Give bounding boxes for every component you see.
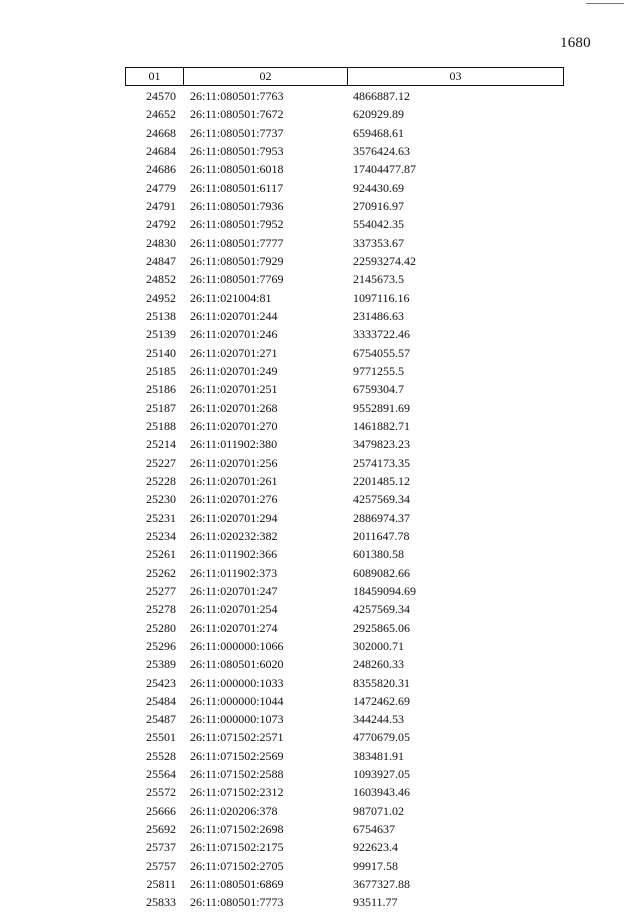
table-row	[0, 765, 640, 783]
table-row	[0, 747, 640, 765]
cadastral-number-cell: 26:11:011902:380	[190, 437, 278, 452]
row-number-cell: 25231	[146, 510, 176, 525]
row-number-cell: 24830	[146, 235, 176, 250]
value-cell: 987071.02	[353, 803, 404, 818]
cadastral-number-cell: 26:11:071502:2705	[190, 858, 284, 873]
cadastral-number-cell: 26:11:011902:373	[190, 565, 278, 580]
value-cell: 1603943.46	[353, 785, 410, 800]
row-number-cell: 25230	[146, 492, 176, 507]
row-number-cell: 24570	[146, 89, 176, 103]
table-row	[0, 234, 640, 252]
row-number-cell: 25227	[146, 455, 176, 470]
row-number-cell: 24847	[146, 253, 176, 268]
table-row	[0, 252, 640, 270]
cadastral-number-cell: 26:11:080501:7763	[190, 89, 284, 103]
cadastral-number-cell: 26:11:020701:251	[190, 382, 278, 397]
row-number-cell: 25757	[146, 858, 176, 873]
row-number-cell: 25228	[146, 473, 176, 488]
row-number-cell: 24791	[146, 198, 176, 213]
cadastral-number-cell: 26:11:071502:2312	[190, 785, 284, 800]
row-number-cell: 24779	[146, 180, 176, 195]
cadastral-number-cell: 26:11:020701:271	[190, 345, 278, 360]
table-row	[0, 270, 640, 288]
value-cell: 924430.69	[353, 180, 404, 195]
value-cell: 3333722.46	[353, 327, 410, 342]
cadastral-number-cell: 26:11:080501:7773	[190, 895, 284, 910]
row-number-cell: 25833	[146, 895, 176, 910]
row-number-cell: 25389	[146, 657, 176, 672]
cadastral-number-cell: 26:11:080501:6869	[190, 877, 284, 892]
table-row	[0, 344, 640, 362]
row-number-cell: 25737	[146, 840, 176, 855]
top-edge-rule	[586, 3, 624, 4]
cadastral-number-cell: 26:11:020701:268	[190, 400, 278, 415]
cadastral-number-cell: 26:11:080501:7953	[190, 143, 284, 158]
row-number-cell: 24686	[146, 162, 176, 177]
table-row	[0, 105, 640, 123]
cadastral-number-cell: 26:11:011902:366	[190, 547, 278, 562]
cadastral-number-cell: 26:11:020701:294	[190, 510, 278, 525]
cadastral-number-cell: 26:11:020701:244	[190, 308, 278, 323]
value-cell: 1472462.69	[353, 693, 410, 708]
cadastral-number-cell: 26:11:020701:276	[190, 492, 278, 507]
row-number-cell: 25528	[146, 748, 176, 763]
table-row	[0, 802, 640, 820]
table-row	[0, 564, 640, 582]
value-cell: 4257569.34	[353, 492, 410, 507]
table-row	[0, 820, 640, 838]
value-cell: 554042.35	[353, 217, 404, 232]
value-cell: 17404477.87	[353, 162, 416, 177]
row-number-cell: 24668	[146, 125, 176, 140]
row-number-cell: 25501	[146, 730, 176, 745]
row-number-cell: 25811	[146, 877, 176, 892]
table-row	[0, 600, 640, 618]
cadastral-number-cell: 26:11:020232:382	[190, 528, 278, 543]
value-cell: 9771255.5	[353, 363, 404, 378]
row-number-cell: 24852	[146, 272, 176, 287]
cadastral-number-cell: 26:11:020701:247	[190, 583, 278, 598]
cadastral-number-cell: 26:11:000000:1066	[190, 638, 284, 653]
row-number-cell: 25278	[146, 602, 176, 617]
cadastral-number-cell: 26:11:080501:7737	[190, 125, 284, 140]
value-cell: 620929.89	[353, 107, 404, 122]
value-cell: 3576424.63	[353, 143, 410, 158]
table-row	[0, 215, 640, 233]
value-cell: 4866887.12	[353, 89, 410, 103]
table-row	[0, 362, 640, 380]
table-row	[0, 838, 640, 856]
table-row	[0, 124, 640, 142]
value-cell: 231486.63	[353, 308, 404, 323]
cadastral-number-cell: 26:11:000000:1033	[190, 675, 284, 690]
value-cell: 99917.58	[353, 858, 398, 873]
row-number-cell: 25138	[146, 308, 176, 323]
table-row	[0, 875, 640, 893]
table-row	[0, 399, 640, 417]
row-number-cell: 25296	[146, 638, 176, 653]
cadastral-number-cell: 26:11:071502:2569	[190, 748, 284, 763]
cadastral-number-cell: 26:11:071502:2588	[190, 767, 284, 782]
value-cell: 3479823.23	[353, 437, 410, 452]
value-cell: 344244.53	[353, 712, 404, 727]
row-number-cell: 24952	[146, 290, 176, 305]
cadastral-number-cell: 26:11:020701:270	[190, 418, 278, 433]
value-cell: 2925865.06	[353, 620, 410, 635]
value-cell: 6759304.7	[353, 382, 404, 397]
row-number-cell: 25277	[146, 583, 176, 598]
table-row	[0, 307, 640, 325]
table-row	[0, 783, 640, 801]
table-row	[0, 472, 640, 490]
table-row	[0, 197, 640, 215]
table-row	[0, 637, 640, 655]
cadastral-number-cell: 26:11:080501:7777	[190, 235, 284, 250]
table-row	[0, 435, 640, 453]
cadastral-number-cell: 26:11:071502:2698	[190, 822, 284, 837]
table-row	[0, 692, 640, 710]
table-row	[0, 674, 640, 692]
cadastral-number-cell: 26:11:080501:6018	[190, 162, 284, 177]
row-number-cell: 25487	[146, 712, 176, 727]
table-row	[0, 160, 640, 178]
value-cell: 4770679.05	[353, 730, 410, 745]
table-body	[0, 87, 640, 912]
value-cell: 2145673.5	[353, 272, 404, 287]
row-number-cell: 25186	[146, 382, 176, 397]
value-cell: 18459094.69	[353, 583, 416, 598]
table-row	[0, 380, 640, 398]
row-number-cell: 25262	[146, 565, 176, 580]
value-cell: 2201485.12	[353, 473, 410, 488]
table-row	[0, 527, 640, 545]
row-number-cell: 25234	[146, 528, 176, 543]
value-cell: 93511.77	[353, 895, 398, 910]
value-cell: 6754055.57	[353, 345, 410, 360]
row-number-cell: 25666	[146, 803, 176, 818]
cadastral-number-cell: 26:11:020701:256	[190, 455, 278, 470]
table-row	[0, 454, 640, 472]
value-cell: 1461882.71	[353, 418, 410, 433]
table-row	[0, 893, 640, 911]
value-cell: 2011647.78	[353, 528, 410, 543]
value-cell: 383481.91	[353, 748, 404, 763]
cadastral-number-cell: 26:11:080501:7769	[190, 272, 284, 287]
table-row	[0, 87, 640, 105]
row-number-cell: 25140	[146, 345, 176, 360]
value-cell: 270916.97	[353, 198, 404, 213]
table-row	[0, 142, 640, 160]
cadastral-number-cell: 26:11:080501:7936	[190, 198, 284, 213]
row-number-cell: 25280	[146, 620, 176, 635]
row-number-cell: 25214	[146, 437, 176, 452]
value-cell: 2574173.35	[353, 455, 410, 470]
table-row	[0, 582, 640, 600]
cadastral-number-cell: 26:11:020206:378	[190, 803, 278, 818]
row-number-cell: 25484	[146, 693, 176, 708]
value-cell: 1097116.16	[353, 290, 410, 305]
row-number-cell: 24792	[146, 217, 176, 232]
table-header	[125, 67, 564, 86]
cadastral-number-cell: 26:11:020701:246	[190, 327, 278, 342]
row-number-cell: 25185	[146, 363, 176, 378]
row-number-cell: 25261	[146, 547, 176, 562]
row-number-cell: 25188	[146, 418, 176, 433]
cadastral-number-cell: 26:11:000000:1044	[190, 693, 284, 708]
table-row	[0, 710, 640, 728]
table-row	[0, 289, 640, 307]
value-cell: 248260.33	[353, 657, 404, 672]
cadastral-number-cell: 26:11:080501:7672	[190, 107, 284, 122]
value-cell: 2886974.37	[353, 510, 410, 525]
table-row	[0, 655, 640, 673]
value-cell: 8355820.31	[353, 675, 410, 690]
row-number-cell: 25572	[146, 785, 176, 800]
row-number-cell: 24652	[146, 107, 176, 122]
value-cell: 9552891.69	[353, 400, 410, 415]
row-number-cell: 25423	[146, 675, 176, 690]
header-col-01: 01	[126, 68, 184, 85]
value-cell: 659468.61	[353, 125, 404, 140]
table-row	[0, 490, 640, 508]
header-col-03: 03	[449, 69, 462, 83]
value-cell: 4257569.34	[353, 602, 410, 617]
table-row	[0, 619, 640, 637]
cadastral-number-cell: 26:11:021004:81	[190, 290, 272, 305]
row-number-cell: 25187	[146, 400, 176, 415]
value-cell: 1093927.05	[353, 767, 410, 782]
cadastral-number-cell: 26:11:080501:7952	[190, 217, 284, 232]
table-row	[0, 417, 640, 435]
cadastral-number-cell: 26:11:020701:254	[190, 602, 278, 617]
value-cell: 22593274.42	[353, 253, 416, 268]
value-cell: 601380.58	[353, 547, 404, 562]
cadastral-number-cell: 26:11:020701:274	[190, 620, 278, 635]
page-number: 1680	[560, 35, 591, 51]
table-row	[0, 325, 640, 343]
cadastral-number-cell: 26:11:020701:249	[190, 363, 278, 378]
table-row	[0, 857, 640, 875]
row-number-cell: 25139	[146, 327, 176, 342]
value-cell: 3677327.88	[353, 877, 410, 892]
row-number-cell: 24684	[146, 143, 176, 158]
row-number-cell: 25564	[146, 767, 176, 782]
cadastral-number-cell: 26:11:000000:1073	[190, 712, 284, 727]
row-number-cell: 25692	[146, 822, 176, 837]
table-row	[0, 728, 640, 746]
value-cell: 6754637	[353, 822, 395, 837]
cadastral-number-cell: 26:11:080501:6117	[190, 180, 284, 195]
table-row	[0, 179, 640, 197]
value-cell: 302000.71	[353, 638, 404, 653]
cadastral-number-cell: 26:11:071502:2571	[190, 730, 284, 745]
table-row	[0, 545, 640, 563]
cadastral-number-cell: 26:11:071502:2175	[190, 840, 284, 855]
value-cell: 6089082.66	[353, 565, 410, 580]
cadastral-number-cell: 26:11:080501:6020	[190, 657, 284, 672]
table-row	[0, 509, 640, 527]
value-cell: 922623.4	[353, 840, 398, 855]
cadastral-number-cell: 26:11:020701:261	[190, 473, 278, 488]
value-cell: 337353.67	[353, 235, 404, 250]
cadastral-number-cell: 26:11:080501:7929	[190, 253, 284, 268]
header-col-02: 02	[184, 68, 348, 85]
